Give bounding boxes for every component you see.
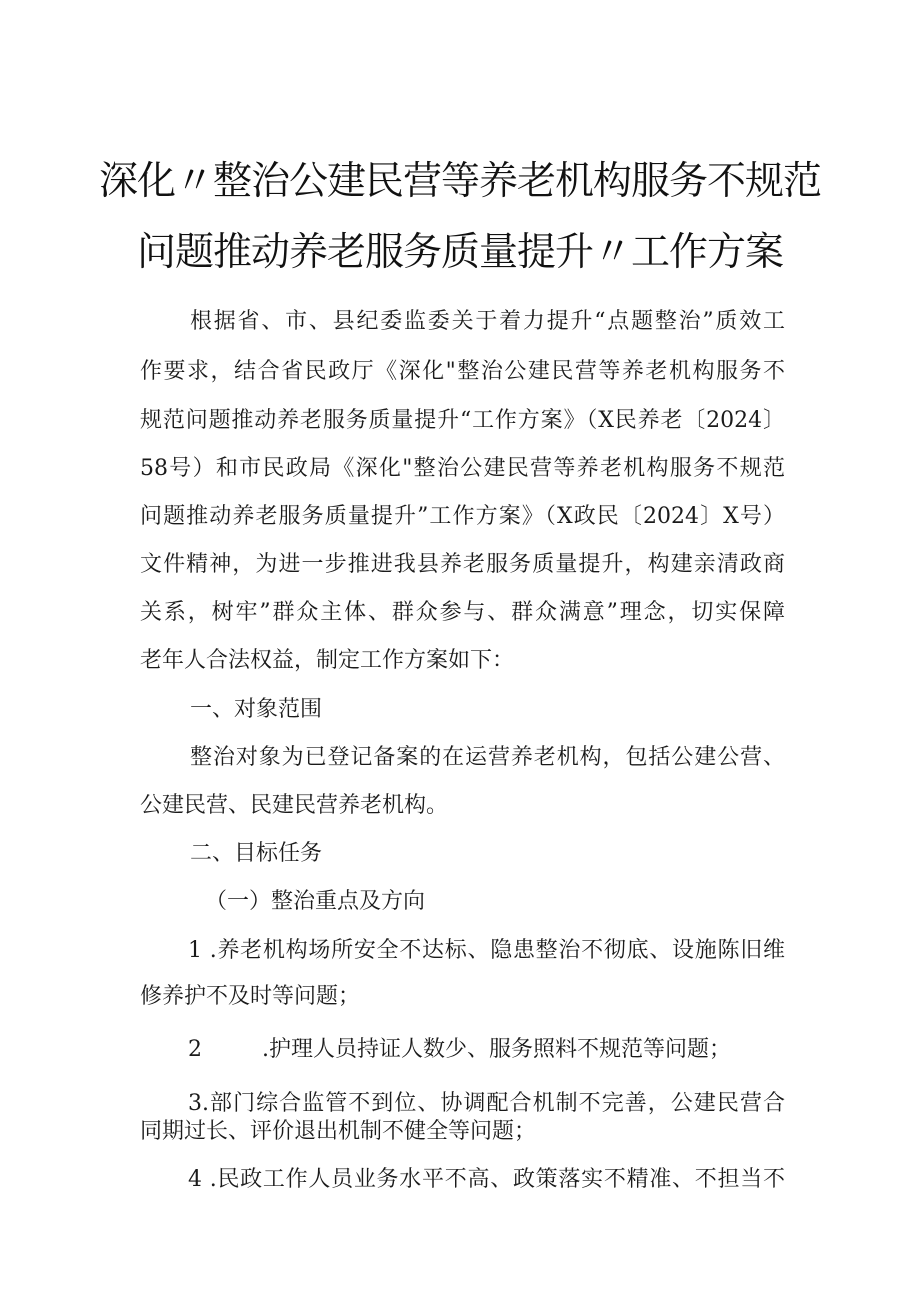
paragraph-line: 根据省、市、县纪委监委关于着力提升“点题整治”质效工 xyxy=(190,309,785,334)
list-item-line: 修养护不及时等问题； xyxy=(140,984,361,1009)
paragraph-line: 文件精神，为进一步推进我县养老服务质量提升，构建亲清政商 xyxy=(140,552,785,577)
paragraph-line: 问题推动养老服务质量提升”工作方案》（X政民〔2024〕X号） xyxy=(140,504,785,529)
document-title-line-1: 深化〃整治公建民营等养老机构服务不规范 xyxy=(98,159,821,204)
section-heading: 一、对象范围 xyxy=(190,697,323,722)
paragraph-line: 老年人合法权益，制定工作方案如下： xyxy=(140,648,515,673)
paragraph-line: 规范问题推动养老服务质量提升“工作方案》（X民养老〔2024〕 xyxy=(140,408,785,433)
list-item-line: 3.部门综合监管不到位、协调配合机制不完善，公建民营合 xyxy=(188,1091,785,1116)
paragraph-line: 58号）和市民政局《深化"整治公建民营等养老机构服务不规范 xyxy=(140,456,785,481)
section-heading: 二、目标任务 xyxy=(190,841,323,866)
list-item-line: 1 .养老机构场所安全不达标、隐患整治不彻底、设施陈旧维 xyxy=(188,938,785,963)
paragraph-line: 作要求，结合省民政厅《深化"整治公建民营等养老机构服务不 xyxy=(140,359,785,384)
subsection-heading: （一）整治重点及方向 xyxy=(205,889,426,914)
list-item-line xyxy=(188,1030,785,1070)
paragraph-line: 公建民营、民建民营养老机构。 xyxy=(140,793,449,818)
list-item-line: 同期过长、评价退出机制不健全等问题； xyxy=(140,1119,537,1144)
paragraph-line: 整治对象为已登记备案的在运营养老机构，包括公建公营、 xyxy=(190,745,785,770)
list-item-line: 4 .民政工作人员业务水平不高、政策落实不精准、不担当不 xyxy=(188,1167,785,1192)
paragraph-line: 关系，树牢”群众主体、群众参与、群众满意”理念，切实保障 xyxy=(140,600,785,625)
list-item-text: .护理人员持证人数少、服务照料不规范等问题； xyxy=(262,1037,731,1062)
document-title-line-2: 问题推动养老服务质量提升〃工作方案 xyxy=(136,230,783,275)
list-item-number: 2 xyxy=(188,1037,202,1062)
